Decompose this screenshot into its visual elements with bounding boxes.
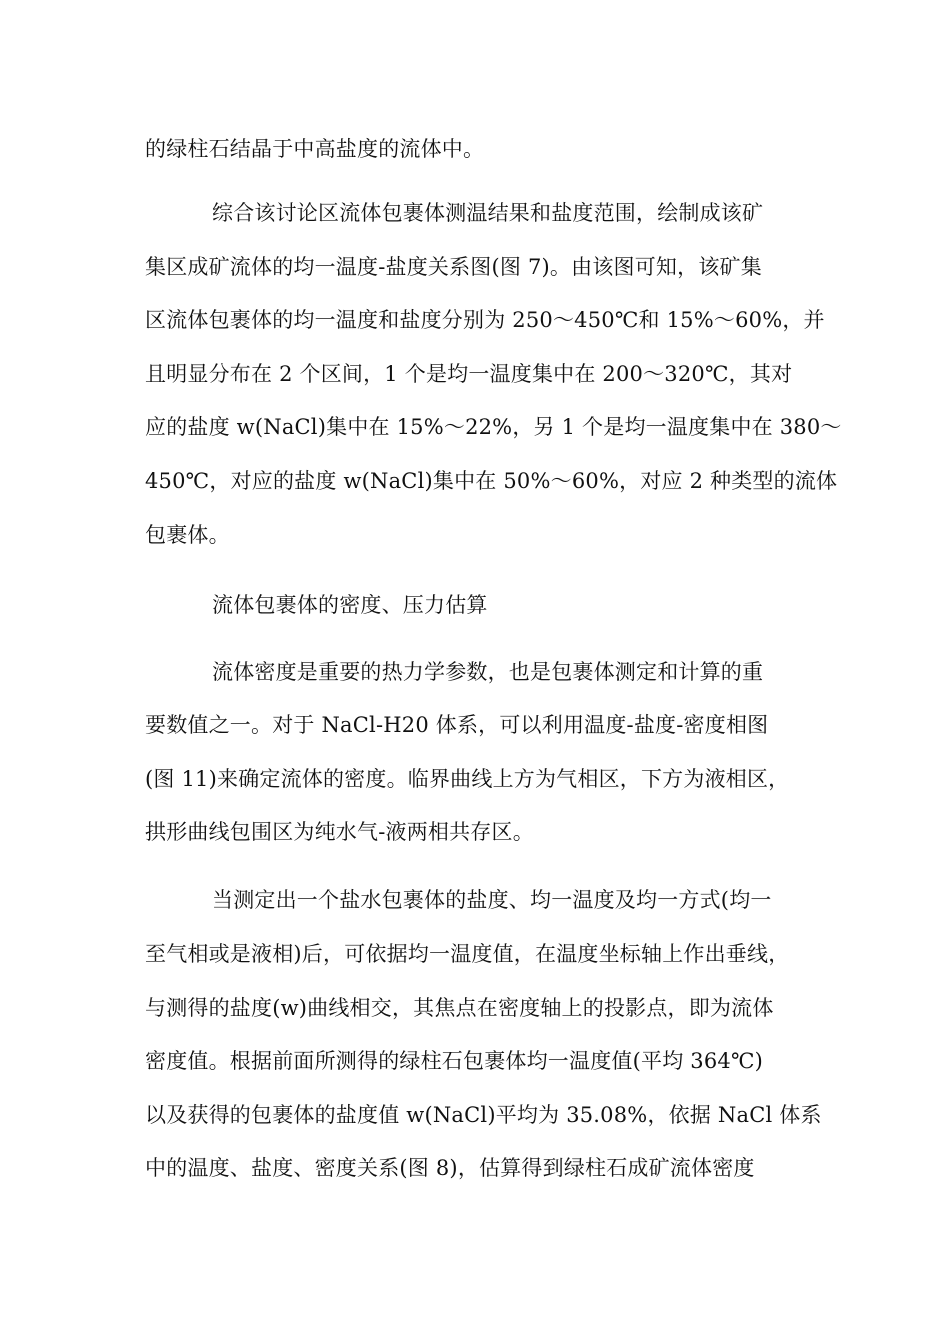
text-line-4: 区流体包裹体的均一温度和盐度分别为 250～450℃和 15%～60%，并 bbox=[145, 308, 825, 332]
text-line-14: 当测定出一个盐水包裹体的盐度、均一温度及均一方式(均一 bbox=[212, 888, 772, 912]
text-line-1: 的绿柱石结晶于中高盐度的流体中。 bbox=[145, 137, 485, 161]
text-line-5: 且明显分布在 2 个区间，1 个是均一温度集中在 200～320℃，其对 bbox=[145, 362, 793, 386]
section-heading: 流体包裹体的密度、压力估算 bbox=[212, 593, 488, 617]
text-line-13: 拱形曲线包围区为纯水气-液两相共存区。 bbox=[145, 820, 534, 844]
text-line-12: (图 11)来确定流体的密度。临界曲线上方为气相区，下方为液相区， bbox=[145, 767, 790, 791]
text-line-6: 应的盐度 w(NaCl)集中在 15%～22%，另 1 个是均一温度集中在 380～ bbox=[145, 415, 842, 439]
text-line-19: 中的温度、盐度、密度关系(图 8)，估算得到绿柱石成矿流体密度 bbox=[145, 1156, 755, 1180]
text-line-17: 密度值。根据前面所测得的绿柱石包裹体均一温度值(平均 364℃) bbox=[145, 1049, 764, 1073]
text-line-10: 流体密度是重要的热力学参数，也是包裹体测定和计算的重 bbox=[212, 660, 764, 684]
text-line-18: 以及获得的包裹体的盐度值 w(NaCl)平均为 35.08%，依据 NaCl 体系 bbox=[145, 1103, 822, 1127]
text-line-16: 与测得的盐度(w)曲线相交，其焦点在密度轴上的投影点，即为流体 bbox=[145, 996, 774, 1020]
text-line-7: 450℃，对应的盐度 w(NaCl)集中在 50%～60%，对应 2 种类型的流体 bbox=[145, 469, 838, 493]
text-line-11: 要数值之一。对于 NaCl-H20 体系，可以利用温度-盐度-密度相图 bbox=[145, 713, 769, 737]
text-line-2: 综合该讨论区流体包裹体测温结果和盐度范围，绘制成该矿 bbox=[212, 201, 764, 225]
text-line-8: 包裹体。 bbox=[145, 523, 230, 547]
text-line-3: 集区成矿流体的均一温度-盐度关系图(图 7)。由该图可知，该矿集 bbox=[145, 255, 762, 279]
text-line-15: 至气相或是液相)后，可依据均一温度值，在温度坐标轴上作出垂线， bbox=[145, 942, 790, 966]
